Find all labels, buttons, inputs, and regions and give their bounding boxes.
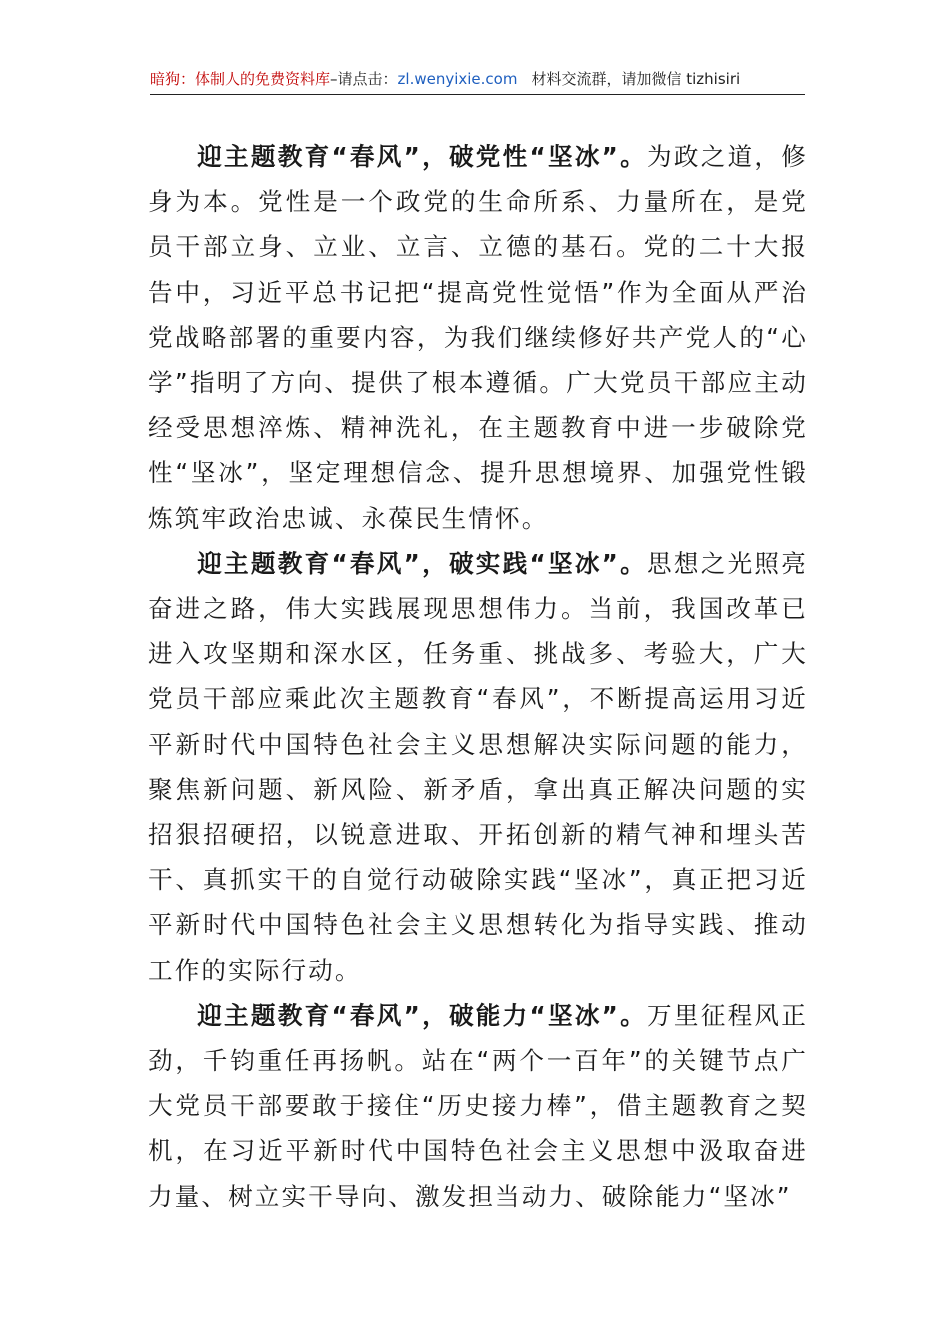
paragraph-heading: 迎主题教育“春风”，破实践“坚冰”。 bbox=[197, 548, 647, 578]
header-url-link[interactable]: zl.wenyixie.com bbox=[397, 70, 518, 88]
page-header bbox=[150, 66, 805, 95]
paragraph-text: 思想之光照亮奋进之路，伟大实践展现思想伟力。当前，我国改革已进入攻坚期和深水区，任务重、挑战多、考验大，广大党员干部应乘此次主题教育“春风”，不断提高运用习近平新时代中国特色社会主义思想解决实际问题的能力，聚焦新问题、新风险、新矛盾，拿出真正解决问题的实招狠招硬招，以锐意进取、开拓创新的精气神和埋头苦干、真抓实干的自觉行动破除实践“坚冰”，真正把习近平新时代中国特色社会主义思想转化为指导实践、推动工作的实际行动。 bbox=[148, 548, 808, 985]
paragraph-text: 万里征程风正劲，千钧重任再扬帆。站在“两个一百年”的关键节点广大党员干部要敢于接住“历史接力棒”，借主题教育之契机，在习近平新时代中国特色社会主义思想中汲取奋进力量、树立实干导向、激发担当动力、破除能力“坚冰” bbox=[148, 1000, 808, 1211]
paragraph-ability bbox=[148, 993, 808, 1219]
paragraph-heading: 迎主题教育“春风”，破党性“坚冰”。 bbox=[197, 142, 647, 171]
paragraph-party-spirit bbox=[148, 134, 808, 541]
paragraph-practice bbox=[148, 541, 808, 993]
paragraph-text: 为政之道，修身为本。党性是一个政党的生命所系、力量所在，是党员干部立身、立业、立言、立德的基石。党的二十大报告中，习近平总书记把“提高党性觉悟”作为全面从严治党战略部署的重要内容，为我们继续修好共产党人的“心学”指明了方向、提供了根本遵循。广大党员干部应主动经受思想淬炼、精神洗礼，在主题教育中进一步破除党性“坚冰”，坚定理想信念、提升思想境界、加强党性锻炼筑牢政治忠诚、永葆民生情怀。 bbox=[148, 142, 808, 533]
header-brand-link[interactable]: 暗狗：体制人的免费资料库 bbox=[150, 70, 331, 88]
paragraph-heading: 迎主题教育“春风”，破能力“坚冰”。 bbox=[197, 1000, 647, 1030]
header-group-text: 材料交流群，请加微信 tizhisiri bbox=[531, 70, 741, 88]
header-link-prefix: –请点击： bbox=[330, 70, 398, 88]
document-body bbox=[148, 134, 808, 1219]
